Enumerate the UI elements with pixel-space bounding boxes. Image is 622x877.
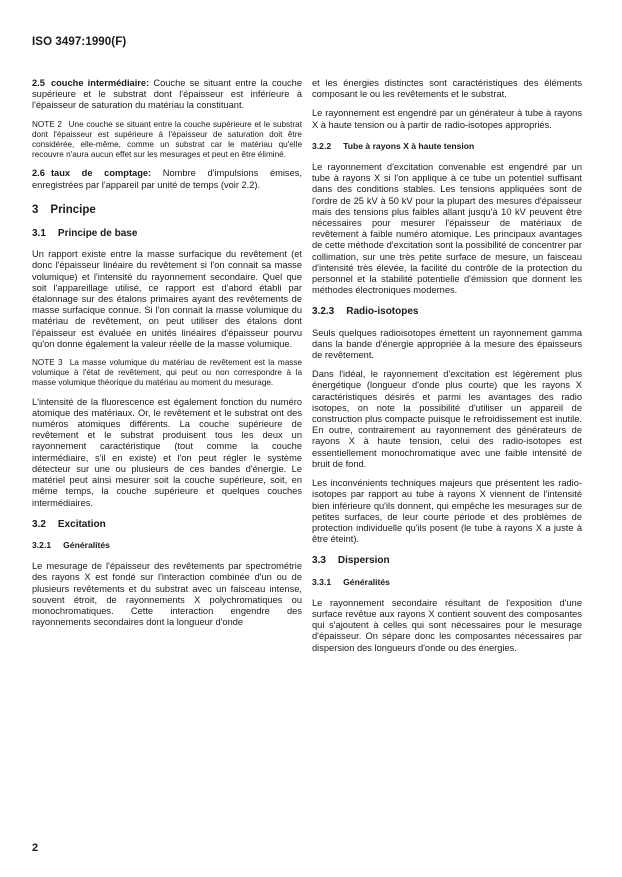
section-heading-3-2-2 [312,141,582,152]
paragraph: Un rapport existe entre la masse surfacique du revêtement (et donc l'épaisseur linéaire du revêtement si l'on connait sa masse volumique) et l'intensité du rayonnement secondaire. Quel que soit l'appareillage utilisé, ce rapport est d'abord établi par étalonnage sur des étalons primaires ayant des revêtements de masse surfacique connue. Si l'on connait la masse volumique du matériau de revêtement, on peut utiliser des étalons dont l'épaisseur est évaluée en unités linéaires d'épaisseur pourvu qu'on donne également la valeur réelle de la masse volumique. [32,249,302,349]
paragraph: Le rayonnement d'excitation convenable est engendré par un tube à rayons X si l'on applique à ce tube un potentiel suffisant dans des conditions stables. Les tensions appliquées sont de l'ordre de 25 kV à 50 kV pour la plupart des mesures d'épaisseur mais des tensions plus faibles allant jusqu'à 10 kV peuvent être nécessaires pour mesurer l'épaisseur de matériaux de revêtement à faible numéro atomique. Les principaux avantages de cette méthode d'excitation sont la possibilité de concentrer par collimation, sur une très petite surface de mesure, un faisceau d'intensité très élevée, la facilité du contrôle de la protection du personnel et la stabilité potentielle d'émission que donnent les méthodes électroniques modernes. [312,162,582,296]
section-heading-3-2-3 [312,306,582,317]
note-label: NOTE 3 [32,358,63,368]
section-heading-3-2-1 [32,540,302,551]
page-number: 2 [32,842,39,854]
note-text: Une couche se situant entre la couche supérieure et le substrat dont l'épaisseur est supérieure à l'épaisseur de saturation doit être considérée, elle-même, comme un substrat car le matériau qu'elle recouvre n'aura aucun effet sur les mesurages et peut en être éliminé. [32,119,302,160]
section-number: 3.1 [32,228,46,240]
section-heading-3-3 [312,555,582,566]
term-number: 2.6 [32,168,45,179]
section-title: Généralités [343,576,390,587]
section-number: 3.3 [312,555,326,567]
paragraph: Seuls quelques radioisotopes émettent un rayonnement gamma dans la bande d'énergie appropriée à la mesure des épaisseurs de revêtement. [312,327,582,361]
section-heading-3-1 [32,228,302,239]
paragraph: Le mesurage de l'épaisseur des revêtements par spectrométrie des rayons X est fondé sur l'interaction combinée d'un ou de plusieurs revêtements et du substrat avec un faisceau intense, souvent étroit, de rayonnements X polychromatiques ou monochromatiques. Cette interaction engendre des rayonnements secondaires dont la longueur d'onde [32,561,302,628]
page-header: ISO 3497:1990(F) [32,36,127,48]
term-definition: Nombre d'impulsions émises, enregistrées par l'appareil par unité de temps (voir 2.2). [32,168,302,190]
note-3 [32,358,302,389]
section-number: 3 [32,203,39,216]
section-title: Excitation [57,518,106,530]
section-title: Tube à rayons X à haute tension [343,140,475,151]
term-name: couche intermédiaire: [50,78,150,88]
note-label: NOTE 2 [32,119,62,129]
section-heading-3 [32,205,302,216]
section-title: Radio-isotopes [346,306,419,318]
term-definition: Couche se situant entre la couche supérieure et le substrat dont l'épaisseur est inférieure à l'épaisseur de saturation du matériau la constituant. [32,78,302,111]
note-text: La masse volumique du matériau de revêtement est la masse volumique à l'état de revêtement, qui peut ou non correspondre à la masse volumique théorique du matériau au moment du mesurage. [32,358,302,388]
note-2 [32,120,302,161]
paragraph: Les inconvénients techniques majeurs que présentent les radio-isotopes par rapport au tube à rayons X viennent de l'intensité bien inférieure qu'ils donnent, qui empêche les mesurages sur de petites surfaces, de leur courte période et des problèmes de protection individuelle qu'ils posent (le tube à rayons X a juste à être éteint). [312,478,582,545]
section-heading-3-3-1 [312,577,582,588]
section-title: Principe de base [57,228,138,240]
left-column [32,78,302,636]
section-heading-3-2 [32,519,302,530]
paragraph: Le rayonnement secondaire résultant de l'exposition d'une surface revêtue aux rayons X contient souvent des composantes qui s'ajoutent à celles qui sont nécessaires pour le mesurage d'épaisseur. On sépare donc les composantes nécessaires par dispersion des longueurs d'onde ou des énergies. [312,597,582,653]
section-number: 3.2 [32,518,46,530]
paragraph: Le rayonnement est engendré par un générateur à tube à rayons X à haute tension ou à partir de radio-isotopes appropriés. [312,108,582,130]
section-title: Dispersion [337,555,390,567]
term-2-6 [32,168,302,190]
term-name: taux de comptage: [50,168,152,179]
section-number: 3.3.1 [312,576,332,587]
section-title: Principe [50,203,96,216]
section-number: 3.2.2 [312,140,332,151]
paragraph: et les énergies distinctes sont caractéristiques des éléments composant le ou les revêtements et le substrat. [312,78,582,100]
section-number: 3.2.3 [312,306,335,318]
right-column [312,78,582,662]
term-2-5 [32,78,302,112]
section-title: Généralités [63,539,110,550]
term-number: 2.5 [32,78,45,88]
section-number: 3.2.1 [32,539,52,550]
paragraph: L'intensité de la fluorescence est également fonction du numéro atomique des matériaux. Or, le revêtement et le substrat ont des numéros atomiques différents. La couche supérieure de revêtement et le substrat produisent tous les deux un rayonnement caractéristique (tout comme la couche intermédiaire, s'il en existe) et l'on peut régler le système détecteur sur une ou plusieurs de ces bandes d'énergie. Le matériel peut ainsi mesurer soit la couche supérieure, soit, en même temps, la couche supérieure et quelques couches intermédiaires. [32,396,302,508]
paragraph: Dans l'idéal, le rayonnement d'excitation est légèrement plus énergétique (longueur d'onde plus courte) que les rayons X caractéristiques désirés et parmi les avantages des radio isotopes, on note la possibilité d'utiliser un appareil de construction plus compacte puisque le refroidissement est inutile. En outre, contrairement au rayonnement des générateurs de rayons X à haute tension, celui des radio-isotopes est essentiellement monochromatique avec une faible intensité de bruit de fond. [312,369,582,469]
